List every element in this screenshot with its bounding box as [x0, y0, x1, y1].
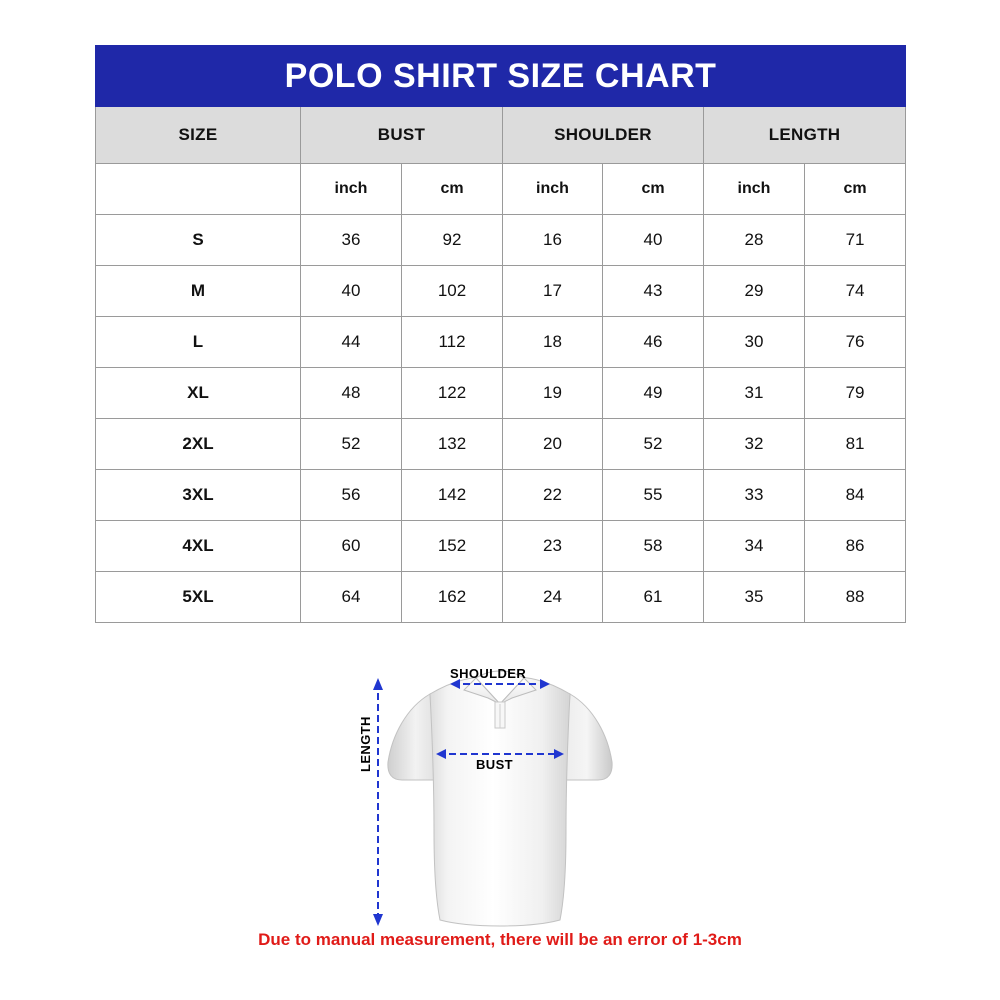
unit-length-inch: inch	[704, 164, 805, 215]
row-shoulder-inch: 17	[503, 266, 603, 317]
row-bust-inch: 36	[301, 215, 402, 266]
table-row	[96, 317, 906, 368]
row-shoulder-inch: 18	[503, 317, 603, 368]
row-bust-cm: 162	[402, 572, 503, 623]
shoulder-measure-label: SHOULDER	[450, 666, 527, 681]
row-size: XL	[96, 368, 301, 419]
row-length-inch: 31	[704, 368, 805, 419]
header-shoulder: SHOULDER	[503, 107, 704, 164]
row-bust-cm: 112	[402, 317, 503, 368]
row-length-cm: 71	[805, 215, 906, 266]
measurement-diagram	[330, 632, 670, 932]
row-bust-inch: 48	[301, 368, 402, 419]
row-length-inch: 33	[704, 470, 805, 521]
row-shoulder-cm: 46	[603, 317, 704, 368]
row-length-inch: 28	[704, 215, 805, 266]
table-row	[96, 521, 906, 572]
row-length-inch: 29	[704, 266, 805, 317]
table-unit-row	[96, 164, 906, 215]
row-size: 2XL	[96, 419, 301, 470]
row-bust-cm: 132	[402, 419, 503, 470]
row-shoulder-cm: 49	[603, 368, 704, 419]
row-size: 4XL	[96, 521, 301, 572]
row-shoulder-cm: 55	[603, 470, 704, 521]
row-length-inch: 35	[704, 572, 805, 623]
table-group-header-row	[96, 107, 906, 164]
table-row	[96, 368, 906, 419]
bust-measure-label: BUST	[476, 757, 513, 772]
row-length-cm: 84	[805, 470, 906, 521]
header-length: LENGTH	[704, 107, 906, 164]
row-bust-inch: 44	[301, 317, 402, 368]
row-shoulder-cm: 43	[603, 266, 704, 317]
row-size: 5XL	[96, 572, 301, 623]
table-row	[96, 266, 906, 317]
unit-blank	[96, 164, 301, 215]
row-bust-cm: 122	[402, 368, 503, 419]
unit-length-cm: cm	[805, 164, 906, 215]
row-length-cm: 76	[805, 317, 906, 368]
unit-bust-inch: inch	[301, 164, 402, 215]
measurement-note: Due to manual measurement, there will be an error of 1-3cm	[258, 930, 742, 949]
row-size: M	[96, 266, 301, 317]
header-size: SIZE	[96, 107, 301, 164]
page-title: POLO SHIRT SIZE CHART	[96, 46, 906, 107]
row-length-cm: 74	[805, 266, 906, 317]
length-measure-label: LENGTH	[358, 716, 373, 772]
row-bust-inch: 64	[301, 572, 402, 623]
row-bust-cm: 102	[402, 266, 503, 317]
header-bust: BUST	[301, 107, 503, 164]
row-shoulder-inch: 19	[503, 368, 603, 419]
size-chart-table	[95, 45, 906, 623]
table-title-row	[96, 46, 906, 107]
row-shoulder-cm: 58	[603, 521, 704, 572]
unit-bust-cm: cm	[402, 164, 503, 215]
row-length-inch: 32	[704, 419, 805, 470]
row-length-cm: 88	[805, 572, 906, 623]
table-row	[96, 572, 906, 623]
row-length-cm: 81	[805, 419, 906, 470]
row-size: S	[96, 215, 301, 266]
row-length-cm: 86	[805, 521, 906, 572]
row-bust-cm: 152	[402, 521, 503, 572]
row-bust-inch: 52	[301, 419, 402, 470]
row-bust-cm: 142	[402, 470, 503, 521]
row-bust-inch: 40	[301, 266, 402, 317]
row-bust-cm: 92	[402, 215, 503, 266]
size-chart-container	[95, 45, 905, 623]
row-shoulder-cm: 52	[603, 419, 704, 470]
row-shoulder-inch: 23	[503, 521, 603, 572]
table-row	[96, 215, 906, 266]
row-shoulder-inch: 24	[503, 572, 603, 623]
row-shoulder-cm: 61	[603, 572, 704, 623]
table-row	[96, 419, 906, 470]
row-bust-inch: 56	[301, 470, 402, 521]
row-length-cm: 79	[805, 368, 906, 419]
row-bust-inch: 60	[301, 521, 402, 572]
row-shoulder-inch: 22	[503, 470, 603, 521]
row-length-inch: 30	[704, 317, 805, 368]
row-shoulder-inch: 20	[503, 419, 603, 470]
row-size: 3XL	[96, 470, 301, 521]
row-size: L	[96, 317, 301, 368]
row-shoulder-inch: 16	[503, 215, 603, 266]
table-row	[96, 470, 906, 521]
unit-shoulder-cm: cm	[603, 164, 704, 215]
row-shoulder-cm: 40	[603, 215, 704, 266]
row-length-inch: 34	[704, 521, 805, 572]
unit-shoulder-inch: inch	[503, 164, 603, 215]
